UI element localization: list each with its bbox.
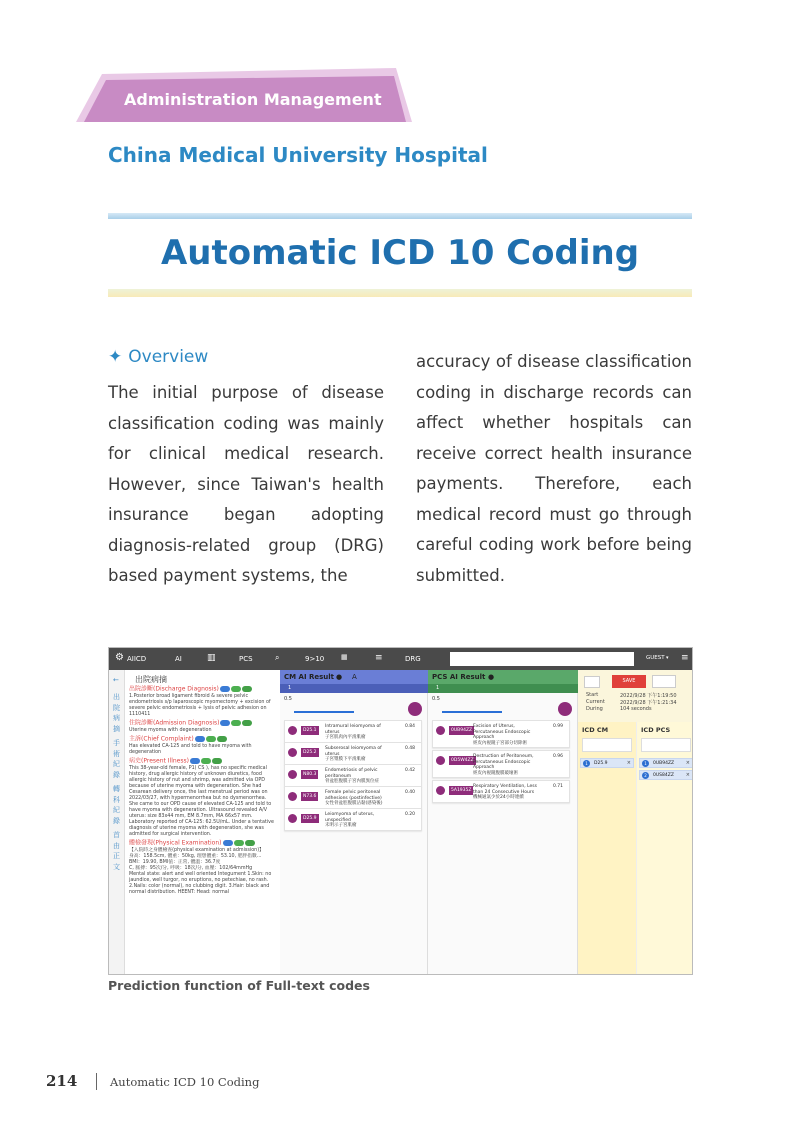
icd-cm-input[interactable] (582, 738, 632, 752)
description-line: 女性骨盆腔腹膜沾黏(感染後) (325, 801, 383, 806)
list-icon[interactable]: ≡ (375, 653, 383, 663)
record-text-line: 1.Posterior broad ligament fibroid & severe pelvic (129, 694, 249, 699)
ai-tag-badge[interactable] (242, 720, 252, 726)
record-text-line: 2022/03/27, with hypermenorrhea but no dysmenorrhea. (129, 796, 267, 801)
icd-pcs-code-value: 0US84ZZ (653, 773, 674, 778)
record-nav-char[interactable]: 院 (113, 703, 120, 712)
start-value: 2022/9/28 下午1:19:50 (620, 693, 677, 699)
cm-result-item[interactable] (284, 720, 422, 743)
add-cart-icon[interactable] (288, 726, 297, 735)
current-value: 2022/9/28 下午1:21:34 (620, 700, 677, 706)
record-text-line: normal distribution. HEENT: Head: normal (129, 890, 230, 895)
save-label: SAVE (622, 678, 636, 684)
overview-line: coding in discharge records can (416, 382, 692, 402)
record-section-heading (129, 736, 227, 743)
current-label: Current (586, 699, 605, 705)
record-text-line: Mental state: alert and well oriented Integument 1.Skin: no (129, 872, 272, 877)
close-icon[interactable]: × (685, 772, 690, 778)
ai-tag-badge[interactable] (201, 758, 211, 764)
ai-tag-badge[interactable] (212, 758, 222, 764)
record-section-title: 住院診斷(Admission Diagnosis) (129, 719, 220, 727)
pcs-sub-bar (428, 684, 578, 693)
overview-line: affect whether hospitals can (416, 413, 692, 432)
description-line: Excision of Uterus, (473, 724, 515, 729)
ai-tag-badge[interactable] (220, 686, 230, 692)
description-line: than 24 Consecutive Hours (473, 789, 535, 795)
pcs-threshold-label: 0.5 (432, 696, 440, 702)
cm-code-badge: N73.6 (303, 794, 317, 799)
record-text-line: This 38-year-old female, P1( CS ), has no specific medical (129, 766, 267, 771)
overview-line: careful coding work before being (416, 535, 692, 554)
during-row (586, 706, 652, 712)
ai-tag-badge[interactable] (220, 720, 230, 726)
overview-line: based payment systems, the (108, 566, 348, 585)
cm-cart-button[interactable] (408, 702, 422, 716)
icd-pcs-selected-code[interactable] (639, 758, 693, 768)
record-text-line: 【入院時之身體檢查(physical examination at admission)】 (129, 848, 264, 853)
cm-code-score: 0.84 (404, 724, 415, 729)
cm-code-badge: D25.9 (303, 816, 317, 821)
cm-code-description (325, 790, 383, 807)
save-button[interactable] (612, 675, 646, 688)
icd-pcs-code-value: 0UB94ZZ (653, 761, 675, 766)
current-row (586, 699, 677, 706)
cm-code-badge: D25.2 (303, 750, 317, 755)
description-line: peritoneum (325, 773, 352, 779)
cm-code-score: 0.40 (404, 790, 415, 795)
cart-button[interactable] (584, 676, 600, 688)
description-line: Female pelvic peritoneal (325, 790, 381, 795)
record-text-line: Has elevated CA-125 and told to have myoma with (129, 744, 252, 749)
record-text-line: have myoma with degeneration. Ultrasound revealed A/V (129, 808, 268, 813)
pcs-result-item[interactable] (432, 750, 570, 778)
figure-caption: Prediction function of Full-text codes (108, 978, 370, 993)
during-label: During (586, 706, 603, 712)
record-nav-char[interactable]: 紀 (113, 760, 120, 768)
footer-divider (96, 1073, 97, 1090)
banner-title: Administration Management (124, 90, 382, 109)
cm-result-item[interactable] (284, 764, 422, 787)
ai-tag-badge[interactable] (242, 686, 252, 692)
cm-code-description (325, 746, 382, 763)
book-icon[interactable]: ▥ (207, 653, 216, 663)
record-nav-char[interactable]: 出 (113, 693, 120, 701)
start-row (586, 692, 677, 699)
record-section-heading (129, 758, 222, 765)
cm-sub-label: 1 (288, 685, 292, 691)
nav-pcs[interactable]: PCS (239, 655, 253, 663)
record-text-line: diagnosis of uterine myoma with degeneration, she was (129, 826, 264, 831)
page-title: Automatic ICD 10 Coding (160, 233, 640, 273)
pcs-code-description (473, 754, 534, 776)
record-nav-char[interactable]: 紀 (113, 806, 120, 814)
cm-code-score: 0.48 (404, 746, 415, 751)
icd-pcs-code-index: 1 (642, 760, 649, 767)
icd-cm-code-index: 1 (583, 760, 590, 767)
record-text-line: 2.Nails: color (normal), no clubbing digit. 3.Hair: black and (129, 884, 270, 889)
add-cart-icon[interactable] (436, 786, 445, 795)
overview-line: classification coding was mainly (108, 413, 384, 433)
record-text-line: Laboratory reported of CA-125: 62.5U/mL. Under a tentative (129, 820, 274, 825)
overview-line: insurance began adopting (108, 505, 384, 524)
description-line: Subserosal leiomyoma of (325, 746, 382, 751)
overview-line: However, since Taiwan's health (108, 474, 384, 494)
pcs-code-badge: 5A1935Z (451, 788, 472, 793)
pcs-code-badge: 0UB94ZZ (451, 728, 473, 733)
record-nav-char[interactable]: 科 (113, 795, 120, 804)
cm-code-description (325, 812, 374, 829)
record-text-line: 1110411 (129, 712, 151, 717)
record-text-line: Uterine myoma with degeneration (129, 728, 212, 733)
description-line: Destruction of Peritoneum, (473, 754, 534, 759)
add-cart-icon[interactable] (436, 726, 445, 735)
cm-code-score: 0.42 (404, 768, 415, 773)
description-line: Endometriosis of pelvic (325, 768, 378, 773)
ai-tag-badge[interactable] (217, 736, 227, 742)
cm-ai-result-panel (280, 670, 428, 975)
record-section-title: 病史(Present Illness) (129, 757, 189, 765)
chart-icon[interactable]: ▦ (341, 653, 348, 661)
pcs-threshold-slider[interactable] (442, 711, 502, 713)
add-cart-icon[interactable] (288, 748, 297, 757)
add-cart-icon[interactable] (288, 792, 297, 801)
record-section-heading (129, 720, 252, 727)
start-label: Start (586, 692, 599, 698)
gear-icon[interactable]: ⚙ (115, 652, 124, 663)
pcs-result-item[interactable] (432, 780, 570, 803)
description-line: 經皮內視鏡子宮部分切除術 (473, 740, 527, 746)
chevron-down-icon[interactable]: ▾ (666, 655, 669, 661)
cm-code-description (325, 768, 379, 785)
overview-line: The initial purpose of disease (108, 383, 384, 402)
nav-range[interactable]: 9>10 (305, 655, 325, 663)
cm-threshold-label: 0.5 (284, 696, 292, 702)
cm-result-item[interactable] (284, 786, 422, 809)
info-icon[interactable]: ● (336, 673, 343, 681)
record-text-line: allergic history of nut and shrimp, was admitted via OPD (129, 778, 265, 783)
coding-summary-panel (578, 670, 693, 975)
section-banner (76, 68, 412, 122)
description-line: 子宮肌肉內平滑肌瘤 (325, 735, 366, 740)
footer-title: Automatic ICD 10 Coding (110, 1075, 260, 1089)
overview-text-left (108, 378, 384, 592)
record-nav-char[interactable]: 術 (113, 749, 120, 758)
record-text-line: BMI：19.90, BMI值：正常, 體溫：36.7度 (129, 860, 221, 865)
icd-cm-column (578, 722, 636, 975)
record-section-heading (129, 686, 252, 693)
info-icon[interactable]: ● (488, 673, 495, 681)
record-nav-char[interactable]: 由 (113, 841, 120, 850)
nav-drg[interactable]: DRG (405, 655, 421, 663)
description-line: Respiratory Ventilation, Less (473, 784, 537, 789)
topbar-search-input[interactable] (450, 652, 634, 666)
description-line: 經皮內視鏡腹膜破壞術 (473, 770, 518, 776)
pcs-code-score: 0.96 (552, 754, 563, 759)
record-text-line: 身高：158.5cm, 體重：50kg, 理想體重：53.10, 肥胖指數… (129, 854, 262, 859)
pcs-code-description (473, 724, 530, 746)
record-nav-char[interactable]: 手 (113, 739, 120, 747)
record-text-line: severe pelvic endometriosis + lysis of pelvic adhesion on (129, 706, 267, 711)
description-line: Leiomyoma of uterus, (325, 812, 375, 817)
cm-code-badge: N80.3 (303, 772, 317, 777)
record-nav-char[interactable]: 文 (113, 862, 120, 871)
ai-tag-badge[interactable] (234, 840, 244, 846)
record-text-line: admitted for surgical intervention. (129, 832, 212, 837)
description-line: Approach (473, 765, 495, 770)
cm-result-item[interactable] (284, 742, 422, 765)
ai-tag-badge[interactable] (195, 736, 205, 742)
record-text-line: history, drug allergic history of unknown diuretics, food (129, 772, 262, 777)
menu-icon[interactable]: ≡ (681, 653, 689, 663)
record-text-line: C, 脈搏：95次/分, 呼吸：18次/分, 血壓：102/64mmHg (129, 866, 253, 871)
record-title: 出院病摘 (135, 675, 167, 684)
pcs-result-item[interactable] (432, 720, 570, 748)
description-line: Approach (473, 735, 495, 740)
cm-result-item[interactable] (284, 808, 422, 831)
record-nav-char[interactable]: 錄 (113, 816, 120, 825)
add-cart-icon[interactable] (288, 770, 297, 779)
nav-ai[interactable]: AI (175, 655, 182, 663)
record-text-line: jaundice, well turgor, no eruptions, no petechiae, no rash. (129, 878, 269, 883)
pcs-code-badge: 0D5W4ZZ (451, 758, 474, 763)
cm-sub-bar (280, 684, 428, 693)
description-line: Percutaneous Endoscopic (473, 729, 531, 735)
record-text-line: because of uterine myoma with degeneration. She had (129, 784, 262, 789)
during-value: 104 seconds (620, 706, 652, 712)
description-line: 機械通氣少於24小時連續 (473, 795, 524, 800)
record-nav-char[interactable]: 病 (113, 714, 120, 722)
cm-panel-title: CM AI Result (284, 673, 335, 681)
record-nav-char[interactable]: 摘 (113, 724, 120, 733)
icd-pcs-column (636, 722, 693, 975)
cm-code-badge: D25.1 (303, 728, 317, 733)
record-nav-char[interactable]: 正 (113, 852, 120, 860)
record-nav (109, 670, 125, 975)
page-number: 214 (46, 1072, 78, 1090)
cm-panel-header (280, 670, 428, 684)
ai-tag-badge[interactable] (245, 840, 255, 846)
overview-line: payments. Therefore, each (416, 474, 692, 493)
sparkle-icon: ✦ (108, 347, 123, 367)
overview-heading-text: Overview (128, 347, 209, 367)
overview-heading (108, 347, 208, 367)
record-section-title: 主訴(Chief Complaint) (129, 735, 194, 743)
record-section-heading (129, 840, 255, 847)
record-nav-char[interactable]: 轉 (113, 785, 120, 793)
description-line: 子宮漿膜下平滑肌瘤 (325, 757, 366, 762)
overview-line: accuracy of disease classification (416, 352, 692, 371)
history-button[interactable] (652, 675, 676, 688)
user-menu[interactable]: GUEST (646, 655, 665, 661)
pcs-panel-title: PCS AI Result (432, 673, 486, 681)
add-cart-icon[interactable] (288, 814, 297, 823)
title-rule-top (108, 213, 692, 219)
record-section-title: 出院診斷(Discharge Diagnosis) (129, 685, 219, 693)
pcs-code-score: 0.99 (552, 724, 563, 729)
description-line: 骨盆腔腹膜子宮內膜異位症 (325, 779, 379, 784)
record-text-line: She came to our OPD cause of elevated CA-125 and told to (129, 802, 272, 807)
record-text-line: endometriosis s/p laparoscopic myomectomy + excision of (129, 700, 271, 705)
aiicd-screenshot (108, 647, 693, 975)
icd-pcs-code-index: 2 (642, 772, 649, 779)
search-icon[interactable]: ⌕ (275, 653, 280, 662)
description-line: Intramural leiomyoma of (325, 724, 381, 729)
description-line: uterus (325, 729, 340, 735)
cm-threshold-slider[interactable] (294, 711, 354, 713)
pcs-code-score: 0.71 (552, 784, 563, 789)
description-line: uterus (325, 751, 340, 757)
pcs-code-description (473, 784, 537, 801)
ai-tag-badge[interactable] (206, 736, 216, 742)
icd-cm-selected-code[interactable] (580, 758, 634, 768)
icd-pcs-label: ICD PCS (641, 726, 671, 734)
translate-icon[interactable]: A (352, 673, 357, 681)
pcs-ai-result-panel (428, 670, 578, 975)
record-section-title: 體檢發現(Physical Examination) (129, 839, 222, 847)
close-icon[interactable]: × (685, 760, 690, 766)
overview-line: diagnosis-related group (DRG) (108, 535, 384, 555)
overview-text-right (416, 347, 692, 591)
hospital-name: China Medical University Hospital (108, 143, 488, 167)
overview-line: receive correct health insurance (416, 443, 692, 463)
close-icon[interactable]: × (626, 760, 631, 766)
back-arrow-icon[interactable]: ← (113, 676, 119, 684)
ai-tag-badge[interactable] (190, 758, 200, 764)
icd-pcs-selected-code[interactable] (639, 770, 693, 780)
cm-code-description (325, 724, 381, 741)
ai-tag-badge[interactable] (231, 686, 241, 692)
icd-cm-code-value: D25.9 (594, 761, 608, 766)
icd-cm-label: ICD CM (582, 726, 609, 734)
record-nav-char[interactable]: 錄 (113, 770, 120, 779)
cm-code-score: 0.20 (404, 812, 415, 817)
record-text-line: uterus: size 83x44 mm, EM 8.7mm, MA 66x57 mm. (129, 814, 253, 819)
title-rule-bottom (108, 289, 692, 297)
ai-tag-badge[interactable] (223, 840, 233, 846)
icd-pcs-input[interactable] (641, 738, 691, 752)
app-topbar (109, 648, 693, 670)
record-nav-char[interactable]: 首 (113, 831, 120, 839)
description-line: adhesions (postinfective) (325, 795, 382, 801)
ai-tag-badge[interactable] (231, 720, 241, 726)
pcs-cart-button[interactable] (558, 702, 572, 716)
description-line: 未明示子宮肌瘤 (325, 823, 357, 828)
overview-line: for clinical medical research. (108, 444, 384, 463)
pcs-sub-label: 1 (436, 685, 440, 691)
add-cart-icon[interactable] (436, 756, 445, 765)
record-text-line: degeneration (129, 750, 162, 755)
description-line: unspecified (325, 817, 351, 823)
record-text-line: Cesarean delivery once, the last menstrual period was on (129, 790, 268, 795)
pcs-panel-header (428, 670, 578, 684)
discharge-record (125, 670, 280, 975)
description-line: Percutaneous Endoscopic (473, 759, 531, 765)
overview-line: submitted. (416, 565, 505, 585)
app-name: AIICD (127, 655, 147, 663)
overview-line: medical record must go through (416, 504, 692, 524)
